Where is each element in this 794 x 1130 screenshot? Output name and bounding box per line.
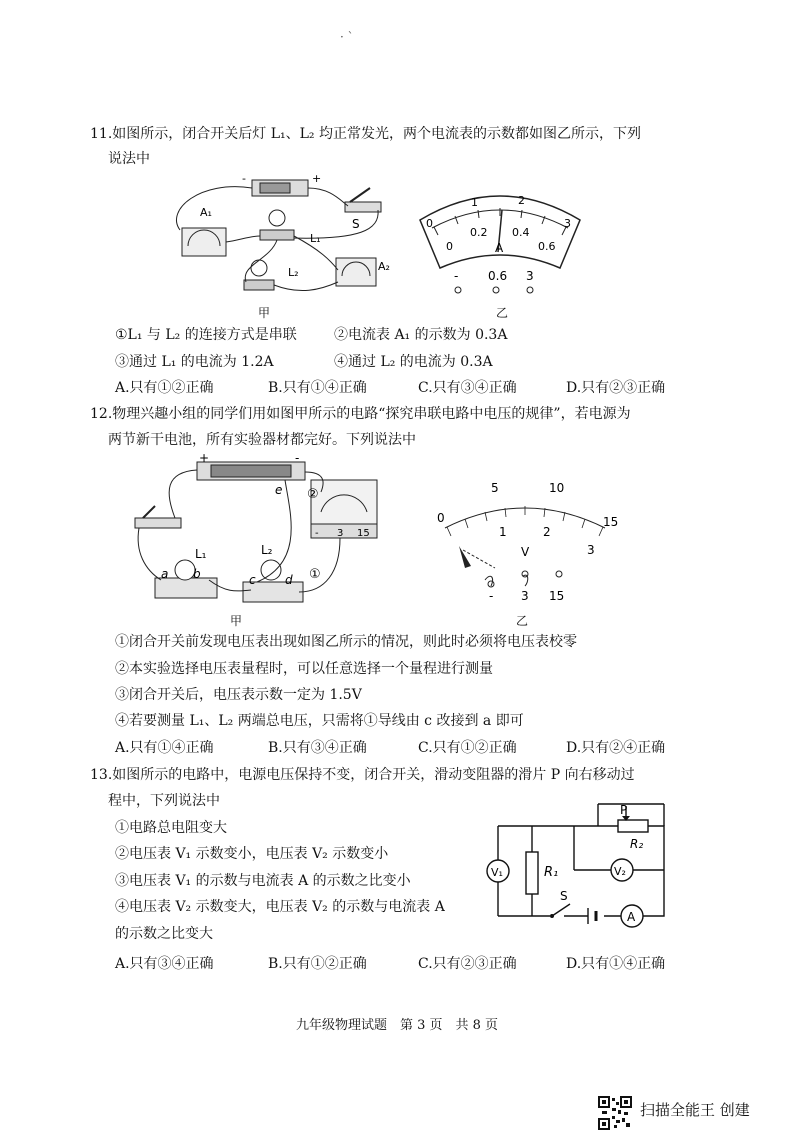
v-dial-top-15: 15 bbox=[603, 515, 619, 529]
q11-statement-3: ③通过 L₁ 的电流为 1.2A bbox=[115, 354, 274, 370]
q12-option-c: C.只有①②正确 bbox=[418, 740, 517, 756]
q12-voltmeter-dial bbox=[425, 478, 625, 608]
bulb-l1-icon bbox=[175, 560, 195, 580]
point-e-label: e bbox=[275, 483, 283, 497]
r1-label: R₁ bbox=[544, 865, 559, 880]
q12-circuit-figure bbox=[125, 452, 390, 612]
q13-option-b: B.只有①②正确 bbox=[268, 956, 367, 972]
bulb-l2-icon bbox=[251, 260, 267, 276]
r2-label: R₂ bbox=[630, 837, 644, 851]
q13-statement-2: ②电压表 V₁ 示数变小，电压表 V₂ 示数变小 bbox=[115, 846, 389, 862]
point-d-label: d bbox=[285, 573, 293, 587]
battery-plus-label: + bbox=[312, 172, 322, 185]
q11-fig-jia-caption: 甲 bbox=[258, 306, 271, 320]
q11-option-c: C.只有③④正确 bbox=[418, 380, 517, 396]
q12-stem-line2: 两节新干电池，所有实验器材都完好。下列说法中 bbox=[108, 432, 416, 448]
terminal-minus: - bbox=[454, 269, 459, 283]
q12-option-d: D.只有②④正确 bbox=[566, 740, 666, 756]
v-terminal-3: 3 bbox=[521, 589, 529, 603]
switch-label: S bbox=[352, 217, 360, 231]
q13-statement-1: ①电路总电阻变大 bbox=[115, 820, 227, 836]
v2-label: V₂ bbox=[614, 865, 626, 878]
q13-statement-4: ④电压表 V₂ 示数变大，电压表 V₂ 的示数与电流表 A bbox=[115, 899, 445, 915]
v-dial-top-0: 0 bbox=[437, 511, 445, 525]
dial-bottom-3: 0.6 bbox=[538, 240, 556, 253]
meter-terminal-3: 3 bbox=[337, 528, 344, 539]
q12-statement-1: ①闭合开关前发现电压表出现如图乙所示的情况，则此时必须将电压表校零 bbox=[115, 634, 577, 650]
dial-unit-label: A bbox=[495, 241, 504, 255]
v-dial-top-5: 5 bbox=[491, 481, 499, 495]
q11-option-d: D.只有②③正确 bbox=[566, 380, 666, 396]
q13-option-a: A.只有③④正确 bbox=[115, 956, 214, 972]
q11-ammeter-dial bbox=[410, 180, 590, 300]
wire-1-label: ① bbox=[309, 567, 321, 582]
point-a-label: a bbox=[161, 567, 169, 581]
dial-top-0: 0 bbox=[426, 217, 433, 230]
v-dial-unit-label: V bbox=[521, 545, 530, 559]
page-footer: 九年级物理试题 第 3 页 共 8 页 bbox=[295, 1018, 499, 1033]
scanner-watermark: 扫描全能王 创建 bbox=[640, 1101, 750, 1119]
v-dial-bottom-1: 1 bbox=[499, 525, 507, 539]
switch-label: S bbox=[560, 889, 568, 903]
switch-icon bbox=[552, 904, 570, 916]
q12-option-b: B.只有③④正确 bbox=[268, 740, 367, 756]
ammeter-a1-label: A₁ bbox=[200, 206, 212, 219]
q12-statement-2: ②本实验选择电压表量程时，可以任意选择一个量程进行测量 bbox=[115, 661, 493, 677]
header-marks: · ˋ bbox=[340, 30, 354, 44]
v-terminal-15: 15 bbox=[549, 589, 565, 603]
bulb-l1-label: L₁ bbox=[195, 547, 207, 561]
q11-circuit-figure bbox=[160, 170, 390, 305]
switch-icon bbox=[135, 518, 181, 528]
q13-stem-line1: 13.如图所示的电路中，电源电压保持不变，闭合开关，滑动变阻器的滑片 P 向右移动过 bbox=[90, 767, 635, 783]
wire-2-label: ② bbox=[307, 487, 319, 502]
v-dial-bottom-2: 2 bbox=[543, 525, 551, 539]
q11-stem-line1: 11.如图所示，闭合开关后灯 L₁、L₂ 均正常发光，两个电流表的示数都如图乙所示，下列 bbox=[90, 126, 641, 142]
meter-terminal-15: 15 bbox=[357, 528, 370, 539]
terminal-3: 3 bbox=[526, 269, 534, 283]
meter-terminal-minus: - bbox=[315, 528, 319, 539]
ammeter-label: A bbox=[627, 910, 636, 924]
bulb-l1-icon bbox=[269, 210, 285, 226]
q13-option-d: D.只有①④正确 bbox=[566, 956, 666, 972]
q11-statement-4: ④通过 L₂ 的电流为 0.3A bbox=[334, 354, 493, 370]
bulb-l2-label: L₂ bbox=[261, 543, 273, 557]
q13-option-c: C.只有②③正确 bbox=[418, 956, 517, 972]
v-dial-top-10: 10 bbox=[549, 481, 565, 495]
q12-stem-line1: 12.物理兴趣小组的同学们用如图甲所示的电路“探究串联电路中电压的规律”，若电源为 bbox=[90, 406, 631, 422]
dial-top-3: 3 bbox=[564, 217, 571, 230]
v1-label: V₁ bbox=[491, 866, 503, 879]
bulb-l1-label: L₁ bbox=[310, 232, 321, 245]
q11-option-b: B.只有①④正确 bbox=[268, 380, 367, 396]
q12-statement-3: ③闭合开关后，电压表示数一定为 1.5V bbox=[115, 687, 362, 703]
terminal-0-6: 0.6 bbox=[488, 269, 508, 283]
q11-option-a: A.只有①②正确 bbox=[115, 380, 214, 396]
v-dial-bottom-3: 3 bbox=[587, 543, 595, 557]
rheostat-r2-icon bbox=[618, 820, 648, 832]
dial-top-2: 2 bbox=[518, 194, 525, 207]
dial-bottom-1: 0.2 bbox=[470, 226, 488, 239]
bulb-l2-label: L₂ bbox=[288, 266, 299, 279]
q12-statement-4: ④若要测量 L₁、L₂ 两端总电压，只需将①导线由 c 改接到 a 即可 bbox=[115, 713, 524, 729]
switch-icon bbox=[345, 202, 381, 212]
v-terminal-minus: - bbox=[489, 589, 494, 603]
q11-stem-line2: 说法中 bbox=[108, 151, 150, 167]
bulb-l2-icon bbox=[261, 560, 281, 580]
q11-statement-2: ②电流表 A₁ 的示数为 0.3A bbox=[334, 327, 508, 343]
slider-p-label: P bbox=[620, 803, 628, 817]
q11-statement-1: ①L₁ 与 L₂ 的连接方式是串联 bbox=[115, 327, 297, 343]
q12-fig-jia-caption: 甲 bbox=[230, 614, 243, 628]
ammeter-a2-label: A₂ bbox=[378, 260, 390, 273]
q13-stem-line2: 程中，下列说法中 bbox=[108, 793, 220, 809]
battery-minus-label: - bbox=[242, 172, 246, 185]
q12-option-a: A.只有①④正确 bbox=[115, 740, 214, 756]
dial-bottom-0: 0 bbox=[446, 240, 453, 253]
battery-minus-label: - bbox=[295, 452, 300, 465]
point-b-label: b bbox=[193, 567, 201, 581]
q13-statement-3: ③电压表 V₁ 的示数与电流表 A 的示数之比变小 bbox=[115, 873, 411, 889]
qr-code-icon bbox=[598, 1096, 632, 1130]
point-c-label: c bbox=[249, 573, 256, 587]
dial-top-1: 1 bbox=[471, 196, 478, 209]
q13-statement-4-cont: 的示数之比变大 bbox=[115, 926, 213, 942]
q11-fig-yi-caption: 乙 bbox=[496, 306, 509, 320]
resistor-r1-icon bbox=[526, 852, 538, 894]
battery-plus-label: + bbox=[199, 452, 210, 465]
q12-fig-yi-caption: 乙 bbox=[516, 614, 529, 628]
q13-circuit-figure bbox=[478, 798, 698, 928]
dial-bottom-2: 0.4 bbox=[512, 226, 530, 239]
